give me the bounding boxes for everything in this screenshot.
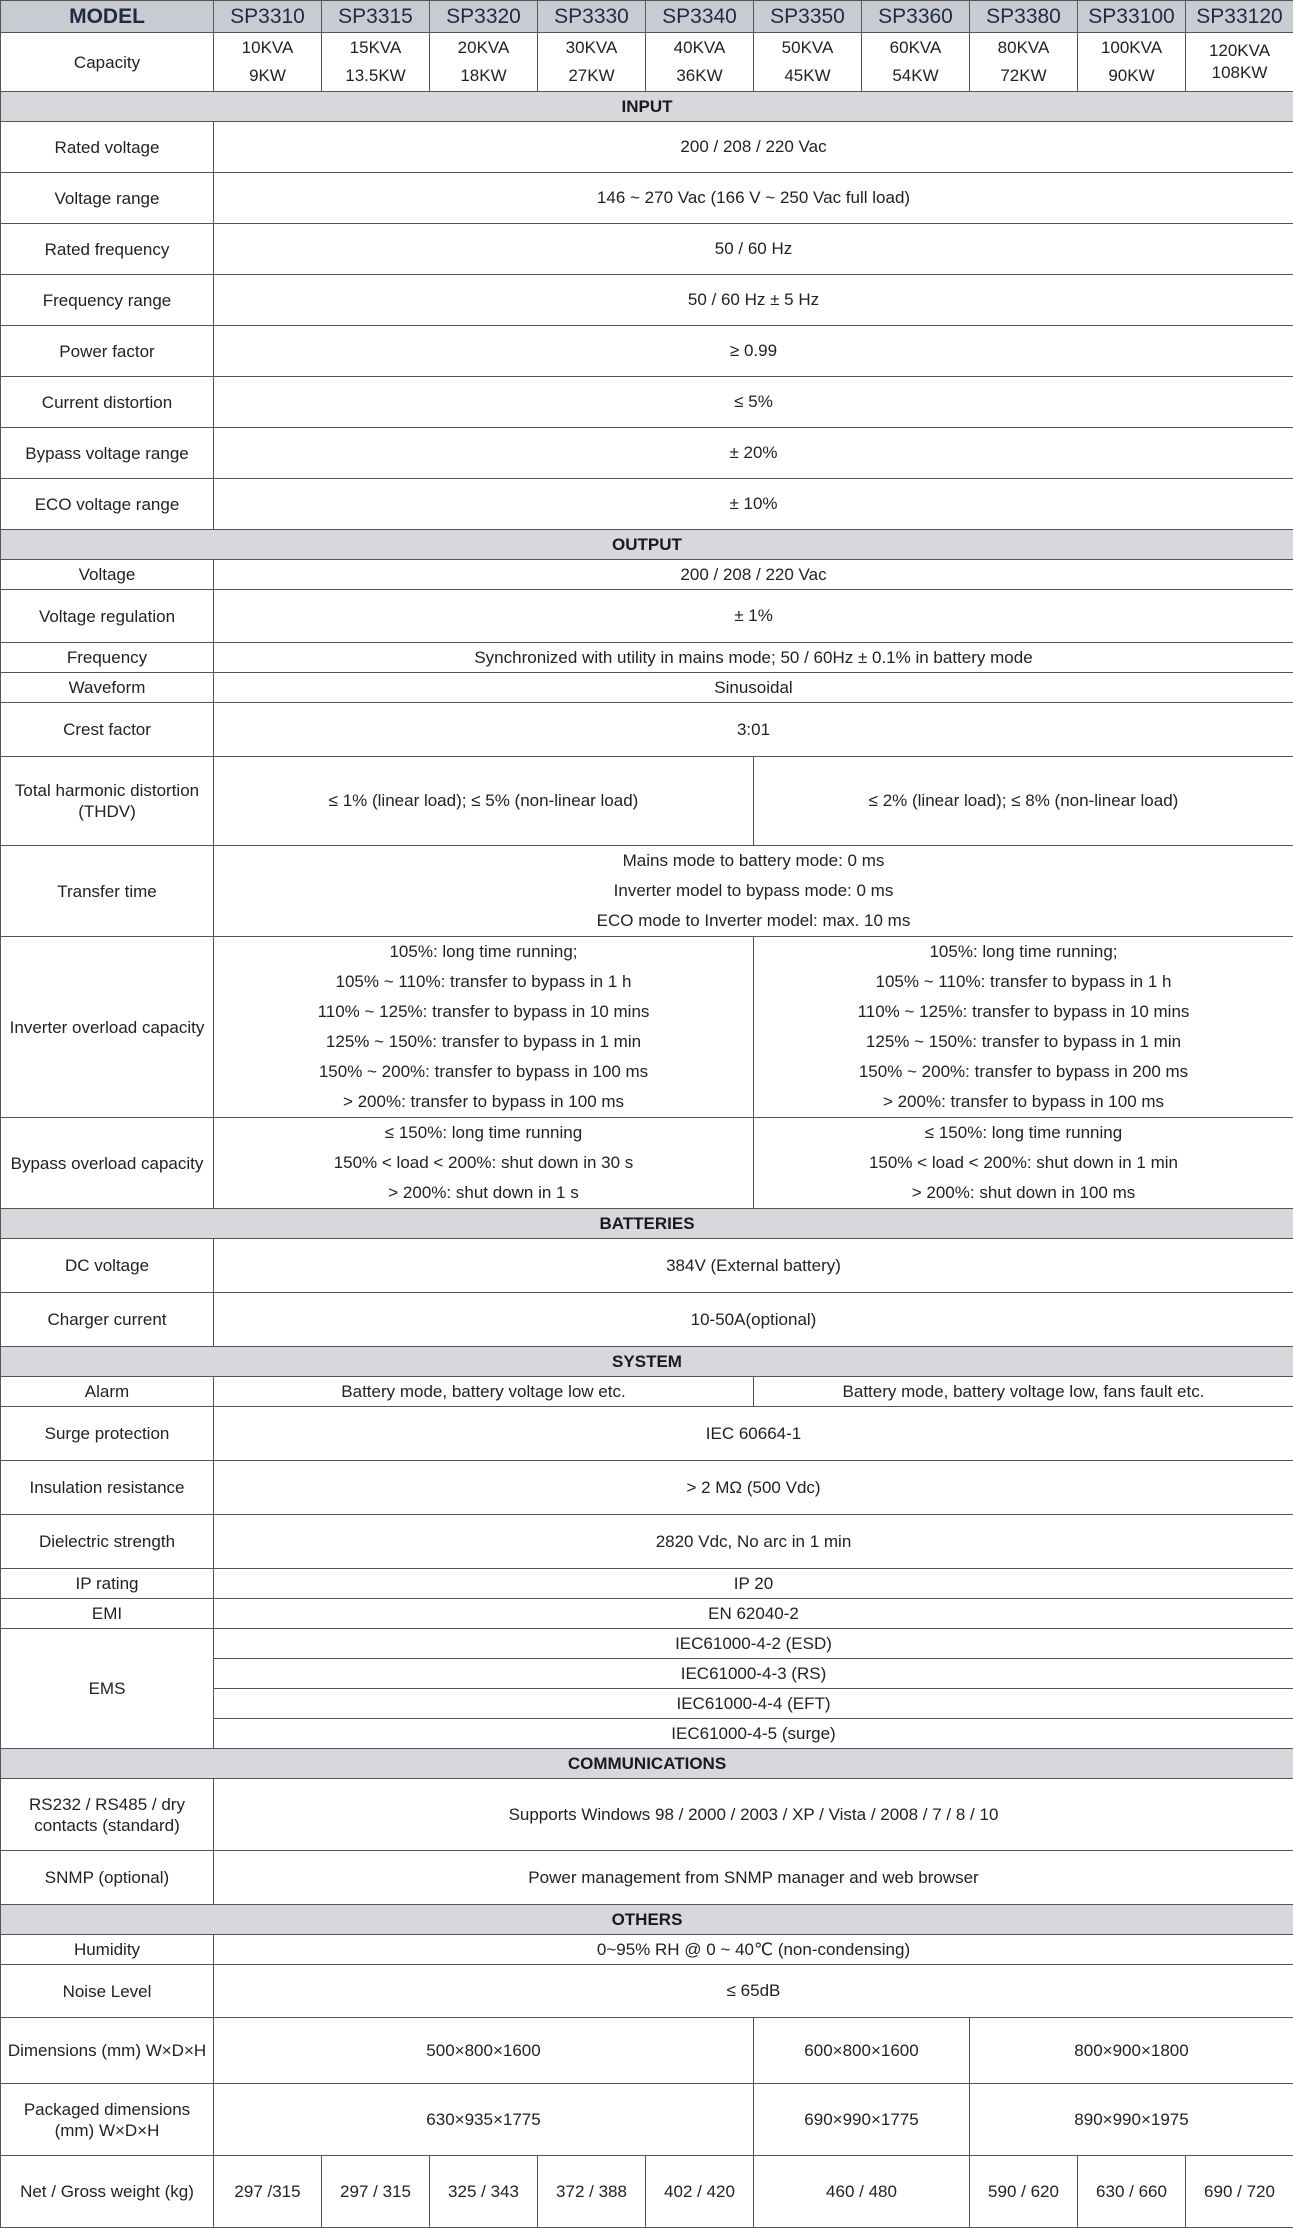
spec-label: Insulation resistance xyxy=(1,1461,214,1515)
spec-row xyxy=(1,560,1293,590)
spec-row xyxy=(1,2156,1293,2228)
spec-value: ≤ 1% (linear load); ≤ 5% (non-linear load) xyxy=(214,757,754,846)
capacity-kva: 40KVA xyxy=(650,34,749,62)
section-title: SYSTEM xyxy=(1,1347,1293,1377)
spec-value: IP 20 xyxy=(214,1569,1293,1599)
value-line: 105%: long time running; xyxy=(218,937,749,967)
capacity-kva: 30KVA xyxy=(542,34,641,62)
value-line: 150% < load < 200%: shut down in 1 min xyxy=(758,1148,1289,1178)
spec-label: Inverter overload capacity xyxy=(1,937,214,1118)
spec-value: ± 1% xyxy=(214,590,1293,643)
spec-label: Surge protection xyxy=(1,1407,214,1461)
value-line: Mains mode to battery mode: 0 ms xyxy=(218,846,1289,876)
capacity-kva: 50KVA xyxy=(758,34,857,62)
capacity-cell xyxy=(862,33,970,92)
value-line: 105%: long time running; xyxy=(758,937,1289,967)
spec-label: Waveform xyxy=(1,673,214,703)
spec-label: Bypass voltage range xyxy=(1,428,214,479)
spec-row xyxy=(1,1569,1293,1599)
spec-value: 690×990×1775 xyxy=(754,2084,970,2156)
spec-value: 800×900×1800 xyxy=(970,2018,1293,2084)
model-label: MODEL xyxy=(1,1,214,33)
spec-value: Synchronized with utility in mains mode; 50 / 60Hz ± 0.1% in battery mode xyxy=(214,643,1293,673)
section-input xyxy=(1,92,1293,122)
model-name: SP3360 xyxy=(862,1,970,33)
capacity-cell xyxy=(754,33,862,92)
spec-label: Transfer time xyxy=(1,846,214,937)
spec-label: Dimensions (mm) W×D×H xyxy=(1,2018,214,2084)
spec-value: 297 /315 xyxy=(214,2156,322,2228)
spec-label: SNMP (optional) xyxy=(1,1851,214,1905)
spec-label: Crest factor xyxy=(1,703,214,757)
spec-label: EMS xyxy=(1,1629,214,1749)
section-output xyxy=(1,530,1293,560)
spec-value: IEC61000-4-3 (RS) xyxy=(214,1659,1293,1689)
spec-value: 200 / 208 / 220 Vac xyxy=(214,560,1293,590)
spec-value: 600×800×1600 xyxy=(754,2018,970,2084)
spec-label: IP rating xyxy=(1,1569,214,1599)
spec-label: EMI xyxy=(1,1599,214,1629)
spec-row xyxy=(1,937,1293,1118)
spec-row xyxy=(1,479,1293,530)
spec-value: ± 10% xyxy=(214,479,1293,530)
spec-label: Charger current xyxy=(1,1293,214,1347)
capacity-kw: 36KW xyxy=(650,62,749,90)
value-line: Inverter model to bypass mode: 0 ms xyxy=(218,876,1289,906)
spec-row xyxy=(1,173,1293,224)
spec-row xyxy=(1,1239,1293,1293)
section-title: COMMUNICATIONS xyxy=(1,1749,1293,1779)
spec-row xyxy=(1,2084,1293,2156)
spec-value: IEC61000-4-5 (surge) xyxy=(214,1719,1293,1749)
spec-row xyxy=(1,643,1293,673)
model-name: SP33100 xyxy=(1078,1,1186,33)
capacity-kva: 10KVA xyxy=(218,34,317,62)
spec-value: 630×935×1775 xyxy=(214,2084,754,2156)
value-line: 110% ~ 125%: transfer to bypass in 10 mins xyxy=(218,997,749,1027)
spec-value: ± 20% xyxy=(214,428,1293,479)
value-line: 150% ~ 200%: transfer to bypass in 200 ms xyxy=(758,1057,1289,1087)
capacity-kw: 45KW xyxy=(758,62,857,90)
capacity-kva: 15KVA xyxy=(326,34,425,62)
spec-label: Current distortion xyxy=(1,377,214,428)
spec-value: 2820 Vdc, No arc in 1 min xyxy=(214,1515,1293,1569)
spec-value: 630 / 660 xyxy=(1078,2156,1186,2228)
spec-value xyxy=(754,1118,1293,1209)
capacity-cell xyxy=(214,33,322,92)
spec-row xyxy=(1,122,1293,173)
value-line: > 200%: shut down in 100 ms xyxy=(758,1178,1289,1208)
spec-row xyxy=(1,703,1293,757)
spec-row xyxy=(1,1118,1293,1209)
spec-label: Total harmonic distortion (THDV) xyxy=(1,757,214,846)
section-system xyxy=(1,1347,1293,1377)
section-title: OUTPUT xyxy=(1,530,1293,560)
spec-row xyxy=(1,1599,1293,1629)
spec-value: 146 ~ 270 Vac (166 V ~ 250 Vac full load) xyxy=(214,173,1293,224)
spec-value: > 2 MΩ (500 Vdc) xyxy=(214,1461,1293,1515)
spec-label: Humidity xyxy=(1,1935,214,1965)
value-line: ≤ 150%: long time running xyxy=(218,1118,749,1148)
spec-label: Power factor xyxy=(1,326,214,377)
capacity-kva: 80KVA xyxy=(974,34,1073,62)
spec-row xyxy=(1,326,1293,377)
model-name: SP3310 xyxy=(214,1,322,33)
spec-row xyxy=(1,275,1293,326)
value-line: > 200%: shut down in 1 s xyxy=(218,1178,749,1208)
spec-value: ≤ 2% (linear load); ≤ 8% (non-linear load) xyxy=(754,757,1293,846)
section-title: OTHERS xyxy=(1,1905,1293,1935)
spec-label: Bypass overload capacity xyxy=(1,1118,214,1209)
spec-row xyxy=(1,1851,1293,1905)
spec-label: DC voltage xyxy=(1,1239,214,1293)
capacity-kva: 20KVA xyxy=(434,34,533,62)
model-header-row xyxy=(1,1,1293,33)
spec-value: EN 62040-2 xyxy=(214,1599,1293,1629)
capacity-kw: 72KW xyxy=(974,62,1073,90)
spec-label: Frequency range xyxy=(1,275,214,326)
spec-value: ≤ 5% xyxy=(214,377,1293,428)
spec-row xyxy=(1,1779,1293,1851)
spec-value: 50 / 60 Hz xyxy=(214,224,1293,275)
capacity-kw: 9KW xyxy=(218,62,317,90)
capacity-kw: 18KW xyxy=(434,62,533,90)
spec-label: Rated voltage xyxy=(1,122,214,173)
value-line: 105% ~ 110%: transfer to bypass in 1 h xyxy=(758,967,1289,997)
capacity-kva: 100KVA xyxy=(1082,34,1181,62)
spec-value xyxy=(214,1118,754,1209)
spec-value: 590 / 620 xyxy=(970,2156,1078,2228)
spec-value: Power management from SNMP manager and web browser xyxy=(214,1851,1293,1905)
spec-row xyxy=(1,846,1293,937)
model-name: SP3340 xyxy=(646,1,754,33)
value-line: 105% ~ 110%: transfer to bypass in 1 h xyxy=(218,967,749,997)
section-batteries xyxy=(1,1209,1293,1239)
value-line: 150% ~ 200%: transfer to bypass in 100 ms xyxy=(218,1057,749,1087)
spec-row xyxy=(1,224,1293,275)
value-line: ECO mode to Inverter model: max. 10 ms xyxy=(218,906,1289,936)
model-name: SP3350 xyxy=(754,1,862,33)
spec-row xyxy=(1,377,1293,428)
spec-row xyxy=(1,1935,1293,1965)
spec-value: 0~95% RH @ 0 ~ 40℃ (non-condensing) xyxy=(214,1935,1293,1965)
spec-row xyxy=(1,590,1293,643)
spec-row xyxy=(1,1377,1293,1407)
spec-value: IEC 60664-1 xyxy=(214,1407,1293,1461)
capacity-row xyxy=(1,33,1293,92)
capacity-kw: 54KW xyxy=(866,62,965,90)
spec-value: Battery mode, battery voltage low, fans fault etc. xyxy=(754,1377,1293,1407)
spec-row xyxy=(1,1965,1293,2018)
spec-value: 460 / 480 xyxy=(754,2156,970,2228)
spec-value: 384V (External battery) xyxy=(214,1239,1293,1293)
capacity-kw: 13.5KW xyxy=(326,62,425,90)
spec-label: Dielectric strength xyxy=(1,1515,214,1569)
spec-value: Battery mode, battery voltage low etc. xyxy=(214,1377,754,1407)
spec-value: ≤ 65dB xyxy=(214,1965,1293,2018)
spec-label: Voltage regulation xyxy=(1,590,214,643)
spec-value: 325 / 343 xyxy=(430,2156,538,2228)
spec-value: 500×800×1600 xyxy=(214,2018,754,2084)
spec-value: IEC61000-4-2 (ESD) xyxy=(214,1629,1293,1659)
spec-row xyxy=(1,428,1293,479)
spec-row xyxy=(1,1461,1293,1515)
section-title: INPUT xyxy=(1,92,1293,122)
spec-value xyxy=(214,846,1293,937)
spec-label: Voltage range xyxy=(1,173,214,224)
spec-value: 200 / 208 / 220 Vac xyxy=(214,122,1293,173)
spec-row xyxy=(1,1629,1293,1659)
spec-value: 402 / 420 xyxy=(646,2156,754,2228)
spec-row xyxy=(1,1407,1293,1461)
model-name: SP3315 xyxy=(322,1,430,33)
spec-value: 690 / 720 xyxy=(1186,2156,1293,2228)
spec-value xyxy=(214,937,754,1118)
capacity-cell xyxy=(646,33,754,92)
capacity-kw: 90KW xyxy=(1082,62,1181,90)
spec-label: Packaged dimensions (mm) W×D×H xyxy=(1,2084,214,2156)
spec-value: 10-50A(optional) xyxy=(214,1293,1293,1347)
spec-row xyxy=(1,1515,1293,1569)
spec-value xyxy=(754,937,1293,1118)
value-line: ≤ 150%: long time running xyxy=(758,1118,1289,1148)
spec-label: Net / Gross weight (kg) xyxy=(1,2156,214,2228)
spec-value: Supports Windows 98 / 2000 / 2003 / XP / Vista / 2008 / 7 / 8 / 10 xyxy=(214,1779,1293,1851)
capacity-cell xyxy=(538,33,646,92)
spec-value: 372 / 388 xyxy=(538,2156,646,2228)
capacity-label: Capacity xyxy=(1,33,214,92)
value-line: 110% ~ 125%: transfer to bypass in 10 mins xyxy=(758,997,1289,1027)
spec-label: Noise Level xyxy=(1,1965,214,2018)
spec-row xyxy=(1,757,1293,846)
capacity-kw: 108KW xyxy=(1190,62,1289,84)
capacity-kw: 27KW xyxy=(542,62,641,90)
section-title: BATTERIES xyxy=(1,1209,1293,1239)
capacity-cell xyxy=(1186,33,1293,92)
capacity-cell xyxy=(970,33,1078,92)
spec-value: ≥ 0.99 xyxy=(214,326,1293,377)
value-line: 125% ~ 150%: transfer to bypass in 1 min xyxy=(758,1027,1289,1057)
section-others xyxy=(1,1905,1293,1935)
spec-row xyxy=(1,1293,1293,1347)
spec-value: 297 / 315 xyxy=(322,2156,430,2228)
capacity-cell xyxy=(1078,33,1186,92)
spec-value: 3:01 xyxy=(214,703,1293,757)
value-line: 150% < load < 200%: shut down in 30 s xyxy=(218,1148,749,1178)
model-name: SP33120 xyxy=(1186,1,1293,33)
spec-row xyxy=(1,673,1293,703)
value-line: > 200%: transfer to bypass in 100 ms xyxy=(758,1087,1289,1117)
section-communications xyxy=(1,1749,1293,1779)
spec-value: 890×990×1975 xyxy=(970,2084,1293,2156)
spec-label: Rated frequency xyxy=(1,224,214,275)
capacity-kva: 120KVA xyxy=(1190,40,1289,62)
spec-label: Voltage xyxy=(1,560,214,590)
spec-value: Sinusoidal xyxy=(214,673,1293,703)
spec-row xyxy=(1,2018,1293,2084)
value-line: 125% ~ 150%: transfer to bypass in 1 min xyxy=(218,1027,749,1057)
model-name: SP3330 xyxy=(538,1,646,33)
capacity-kva: 60KVA xyxy=(866,34,965,62)
value-line: > 200%: transfer to bypass in 100 ms xyxy=(218,1087,749,1117)
capacity-cell xyxy=(322,33,430,92)
model-name: SP3380 xyxy=(970,1,1078,33)
spec-label: Alarm xyxy=(1,1377,214,1407)
spec-value: 50 / 60 Hz ± 5 Hz xyxy=(214,275,1293,326)
spec-label: RS232 / RS485 / dry contacts (standard) xyxy=(1,1779,214,1851)
spec-label: Frequency xyxy=(1,643,214,673)
spec-value: IEC61000-4-4 (EFT) xyxy=(214,1689,1293,1719)
capacity-cell xyxy=(430,33,538,92)
model-name: SP3320 xyxy=(430,1,538,33)
spec-label: ECO voltage range xyxy=(1,479,214,530)
